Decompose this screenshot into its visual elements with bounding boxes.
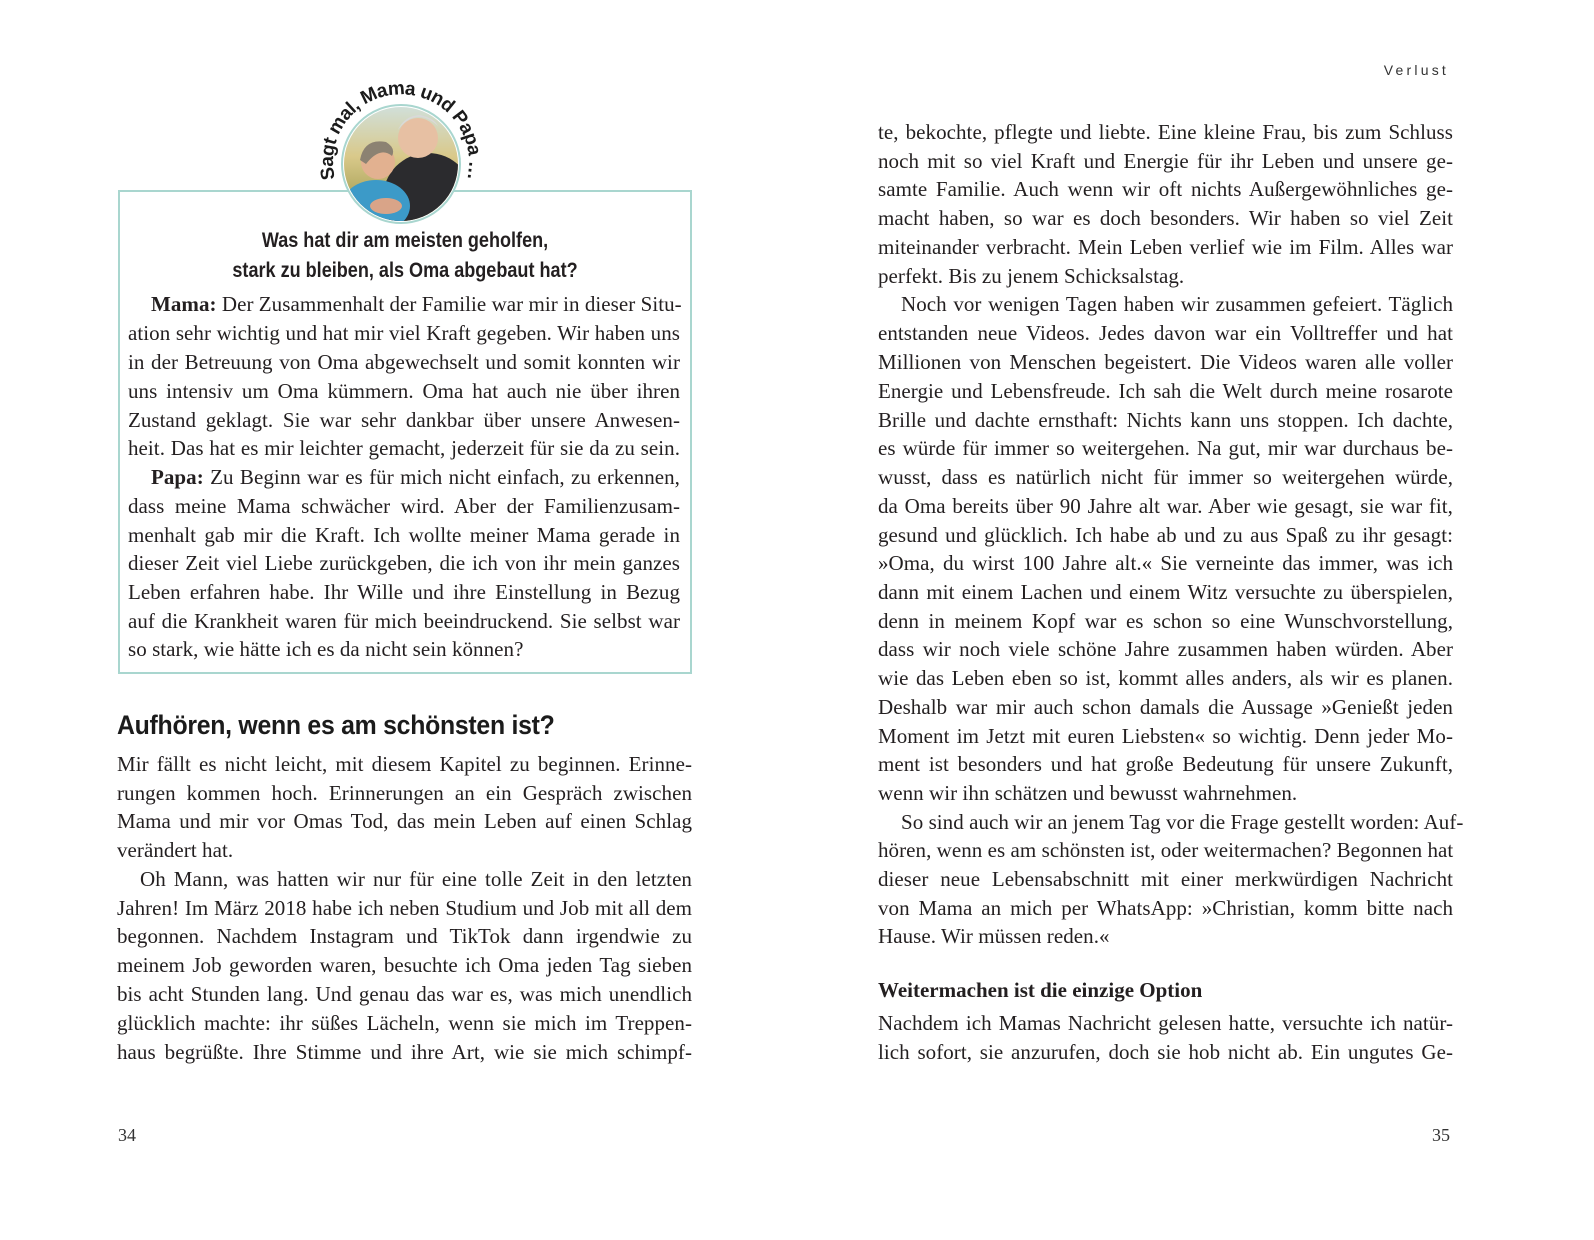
qa-question-line-2: stark zu bleiben, als Oma abgebaut hat?	[232, 259, 578, 282]
body-line: entstanden neue Videos. Jedes davon war ein Volltreffer und hat	[878, 321, 1453, 345]
qa-answer-mama-line: in der Betreuung von Oma abgewechselt und somit konnten wir	[128, 350, 680, 374]
qa-answer-papa-line: auf die Krankheit waren für mich beeindruckend. Sie selbst war	[128, 609, 680, 633]
body-line: haus begrüßte. Ihre Stimme und ihre Art, wie sie mich schimpf-	[117, 1040, 692, 1064]
body-line: Noch vor wenigen Tagen haben wir zusammen gefeiert. Täglich	[901, 292, 1453, 316]
body-line: lich sofort, sie anzurufen, doch sie hob nicht ab. Ein ungutes Ge-	[878, 1040, 1453, 1064]
body-line: Mir fällt es nicht leicht, mit diesem Kapitel zu beginnen. Erinne-	[117, 752, 692, 776]
body-line: Brille und dachte ernsthaft: Nichts kann uns stoppen. Ich dachte,	[878, 408, 1453, 432]
body-line: dieser neue Lebensabschnitt mit einer merkwürdigen Nachricht	[878, 867, 1453, 891]
body-line: hören, wenn es am schönsten ist, oder weitermachen? Begonnen hat	[878, 838, 1454, 862]
body-line: denn in meinem Kopf war es schon so eine Wunschvorstellung,	[878, 609, 1453, 633]
qa-answer-papa-line: dieser Zeit viel Liebe zurückgeben, die ich von ihr mein ganzes	[128, 551, 680, 575]
body-line: begonnen. Nachdem Instagram und TikTok dann irgendwie zu	[117, 924, 692, 948]
body-line: rungen kommen hoch. Erinnerungen an ein Gespräch zwischen	[117, 781, 692, 805]
body-line: noch mit so viel Kraft und Energie für ihr Leben und unsere ge-	[878, 149, 1453, 173]
body-line: verändert hat.	[117, 838, 234, 862]
body-line: meinem Job geworden waren, besuchte ich Oma jeden Tag sieben	[117, 953, 692, 977]
body-line: macht haben, so war es doch besonders. Wir haben so viel Zeit	[878, 206, 1453, 230]
body-line: So sind auch wir an jenem Tag vor die Frage gestellt worden: Auf-	[901, 810, 1464, 834]
subheading: Weitermachen ist die einzige Option	[878, 978, 1203, 1002]
body-line: ment ist besonders und hat große Bedeutung für unsere Zukunft,	[878, 752, 1453, 776]
body-line: es würde für immer so weitergehen. Na gut, mir war durchaus be-	[878, 436, 1453, 460]
body-line: wie das Leben eben so ist, kommt alles anders, als wir es planen.	[878, 666, 1453, 690]
qa-answer-papa-line: so stark, wie hätte ich es da nicht sein können?	[128, 637, 524, 661]
qa-answer-mama-line: uns intensiv um Oma kümmern. Oma hat auch nie über ihren	[128, 379, 680, 403]
body-line: miteinander verbracht. Mein Leben verlief wie im Film. Alles war	[878, 235, 1453, 259]
body-line: Mama und mir vor Omas Tod, das mein Leben auf einen Schlag	[117, 809, 692, 833]
body-line: Deshalb war mir auch schon damals die Aussage »Genießt jeden	[878, 695, 1453, 719]
body-line: Hause. Wir müssen reden.«	[878, 924, 1110, 948]
speaker-mama: Mama:	[151, 292, 217, 316]
body-line: wenn wir ihn schätzen und bewusst wahrnehmen.	[878, 781, 1298, 805]
badge-graphic	[316, 78, 486, 228]
body-line: samte Familie. Auch wenn wir oft nichts Außergewöhnliches ge-	[878, 177, 1453, 201]
qa-answer-mama-line: ation sehr wichtig und hat mir viel Kraft gegeben. Wir haben uns	[128, 321, 680, 345]
body-line: dass wir noch viele schöne Jahre zusammen haben würden. Aber	[878, 637, 1453, 661]
body-line: perfekt. Bis zu jenem Schicksalstag.	[878, 264, 1185, 288]
section-heading: Aufhören, wenn es am schönsten ist?	[117, 710, 555, 740]
qa-answer-mama-line: Mama: Der Zusammenhalt der Familie war mir in dieser Situ-	[151, 292, 682, 316]
right-page	[797, 0, 1594, 1240]
body-line: dann mit einem Lachen und einem Witz versuchte zu überspielen,	[878, 580, 1453, 604]
body-line: te, bekochte, pflegte und liebte. Eine kleine Frau, bis zum Schluss	[878, 120, 1453, 144]
body-line: Oh Mann, was hatten wir nur für eine tolle Zeit in den letzten	[140, 867, 692, 891]
speaker-papa: Papa:	[151, 465, 204, 489]
qa-answer-mama-line: Zustand geklagt. Sie war sehr dankbar über unsere Anwesen-	[128, 408, 680, 432]
body-line: Nachdem ich Mamas Nachricht gelesen hatte, versuchte ich natür-	[878, 1011, 1453, 1035]
qa-answer-mama-line: heit. Das hat es mir leichter gemacht, jederzeit für sie da zu sein.	[128, 436, 680, 460]
body-line: Energie und Lebensfreude. Ich sah die Welt durch meine rosarote	[878, 379, 1453, 403]
body-line: Moment im Jetzt mit euren Liebsten« so wichtig. Denn jeder Mo-	[878, 724, 1453, 748]
badge	[316, 78, 486, 228]
qa-answer-papa-line: Papa: Zu Beginn war es für mich nicht einfach, zu erkennen,	[151, 465, 680, 489]
badge-text: Sagt mal, Mama und Papa …	[316, 78, 486, 182]
qa-answer-papa-line: menhalt gab mir die Kraft. Ich wollte meiner Mama gerade in	[128, 523, 680, 547]
body-line: bis acht Stunden lang. Und genau das war es, was mich unendlich	[117, 982, 692, 1006]
body-line: von Mama an mich per WhatsApp: »Christian, komm bitte nach	[878, 896, 1453, 920]
body-line: »Oma, du wirst 100 Jahre alt.« Sie verneinte das immer, was ich	[878, 551, 1453, 575]
qa-question-line-1: Was hat dir am meisten geholfen,	[261, 229, 549, 252]
qa-answer-papa-line: dass meine Mama schwächer wird. Aber der Familienzusam-	[128, 494, 680, 518]
running-head: Verlust	[1383, 62, 1449, 78]
body-line: gesund und glücklich. Ich habe ab und zu aus Spaß zu ihr gesagt:	[878, 523, 1453, 547]
body-line: wusst, dass es natürlich nicht für immer so weitergehen würde,	[878, 465, 1453, 489]
page-number: 34	[118, 1125, 136, 1145]
body-line: Millionen von Menschen begeistert. Die Videos waren alle voller	[878, 350, 1453, 374]
qa-answer-papa-line: Leben erfahren habe. Ihr Wille und ihre Einstellung in Bezug	[128, 580, 680, 604]
body-line: glücklich machte: ihr süßes Lächeln, wenn sie mich im Treppen-	[117, 1011, 692, 1035]
page-number: 35	[1432, 1125, 1450, 1145]
body-line: Jahren! Im März 2018 habe ich neben Studium und Job mit all dem	[117, 896, 692, 920]
body-line: da Oma bereits über 90 Jahre alt war. Aber wie gesagt, sie war fit,	[878, 494, 1453, 518]
